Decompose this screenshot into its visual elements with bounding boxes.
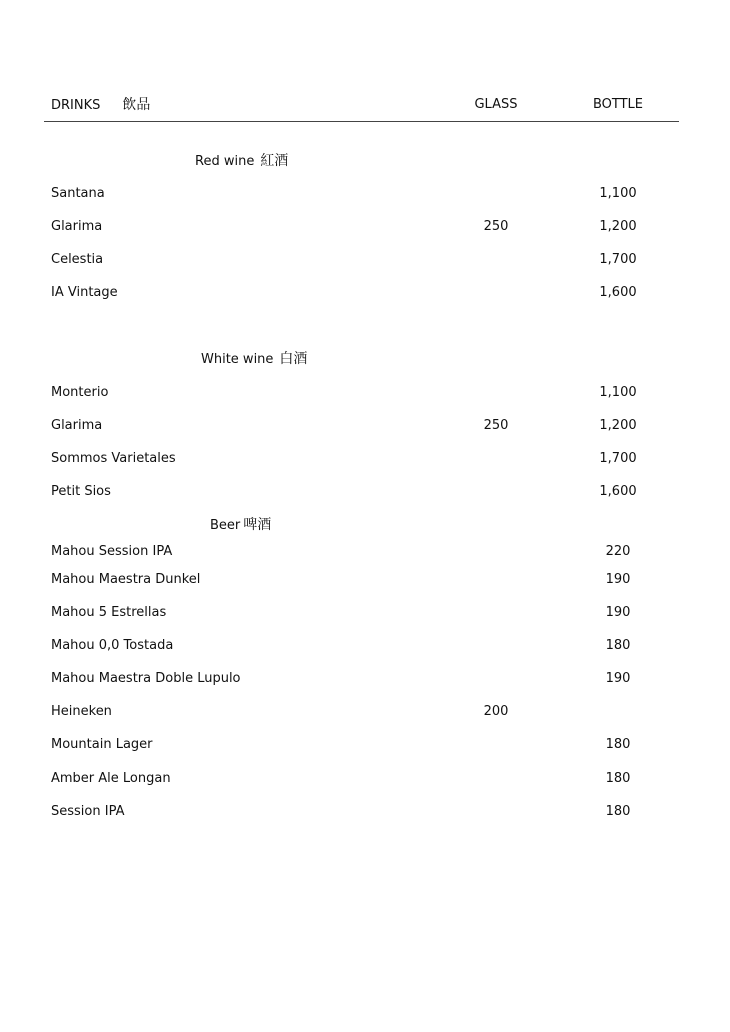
menu-item-name: Glarima — [51, 418, 103, 433]
menu-item-name: Session IPA — [51, 804, 125, 819]
bottle-price: 1,100 — [599, 385, 637, 400]
bottle-price: 180 — [605, 638, 631, 653]
menu-item-name: IA Vintage — [51, 285, 118, 300]
section-title-cjk: 紅酒 — [260, 153, 289, 169]
menu-item-name: Santana — [51, 186, 105, 201]
bottle-price: 190 — [605, 605, 631, 620]
bottle-price: 180 — [605, 771, 631, 786]
glass-price: 200 — [483, 704, 509, 719]
bottle-price: 1,600 — [599, 484, 637, 499]
bottle-price: 180 — [605, 737, 631, 752]
drinks-heading — [51, 97, 150, 114]
bottle-price: 1,700 — [599, 252, 637, 267]
menu-item-name: Heineken — [51, 704, 112, 719]
menu-item-name: Mahou Maestra Doble Lupulo — [51, 671, 241, 686]
glass-column-header: GLASS — [474, 97, 518, 112]
menu-item-name: Glarima — [51, 219, 103, 234]
section-title-label: White wine — [201, 352, 274, 367]
bottle-price: 1,700 — [599, 451, 637, 466]
bottle-price: 1,100 — [599, 186, 637, 201]
menu-item-name: Monterio — [51, 385, 109, 400]
glass-price: 250 — [483, 219, 509, 234]
bottle-price: 180 — [605, 804, 631, 819]
section-title-beer — [210, 517, 271, 534]
menu-item-name: Mahou Maestra Dunkel — [51, 572, 201, 587]
bottle-price: 190 — [605, 671, 631, 686]
bottle-price: 1,200 — [599, 219, 637, 234]
menu-item-name: Sommos Varietales — [51, 451, 176, 466]
bottle-column-header: BOTTLE — [592, 97, 644, 112]
section-title-label: Beer — [210, 518, 241, 533]
bottle-price: 1,200 — [599, 418, 637, 433]
menu-item-name: Mahou 0,0 Tostada — [51, 638, 174, 653]
drinks-heading-cjk: 飲品 — [122, 97, 151, 113]
header-divider — [44, 121, 679, 122]
section-title-cjk: 啤酒 — [243, 517, 272, 533]
menu-item-name: Amber Ale Longan — [51, 771, 171, 786]
bottle-price: 190 — [605, 572, 631, 587]
menu-item-name: Mountain Lager — [51, 737, 153, 752]
section-title-cjk: 白酒 — [279, 351, 308, 367]
section-title-label: Red wine — [195, 154, 255, 169]
menu-item-name: Petit Sios — [51, 484, 111, 499]
menu-item-name: Mahou 5 Estrellas — [51, 605, 167, 620]
bottle-price: 1,600 — [599, 285, 637, 300]
section-title-red-wine — [195, 153, 288, 170]
menu-item-name: Mahou Session IPA — [51, 544, 173, 559]
glass-price: 250 — [483, 418, 509, 433]
menu-item-name: Celestia — [51, 252, 104, 267]
section-title-white-wine — [201, 351, 307, 368]
bottle-price: 220 — [605, 544, 631, 559]
drinks-heading-label: DRINKS — [51, 98, 101, 113]
